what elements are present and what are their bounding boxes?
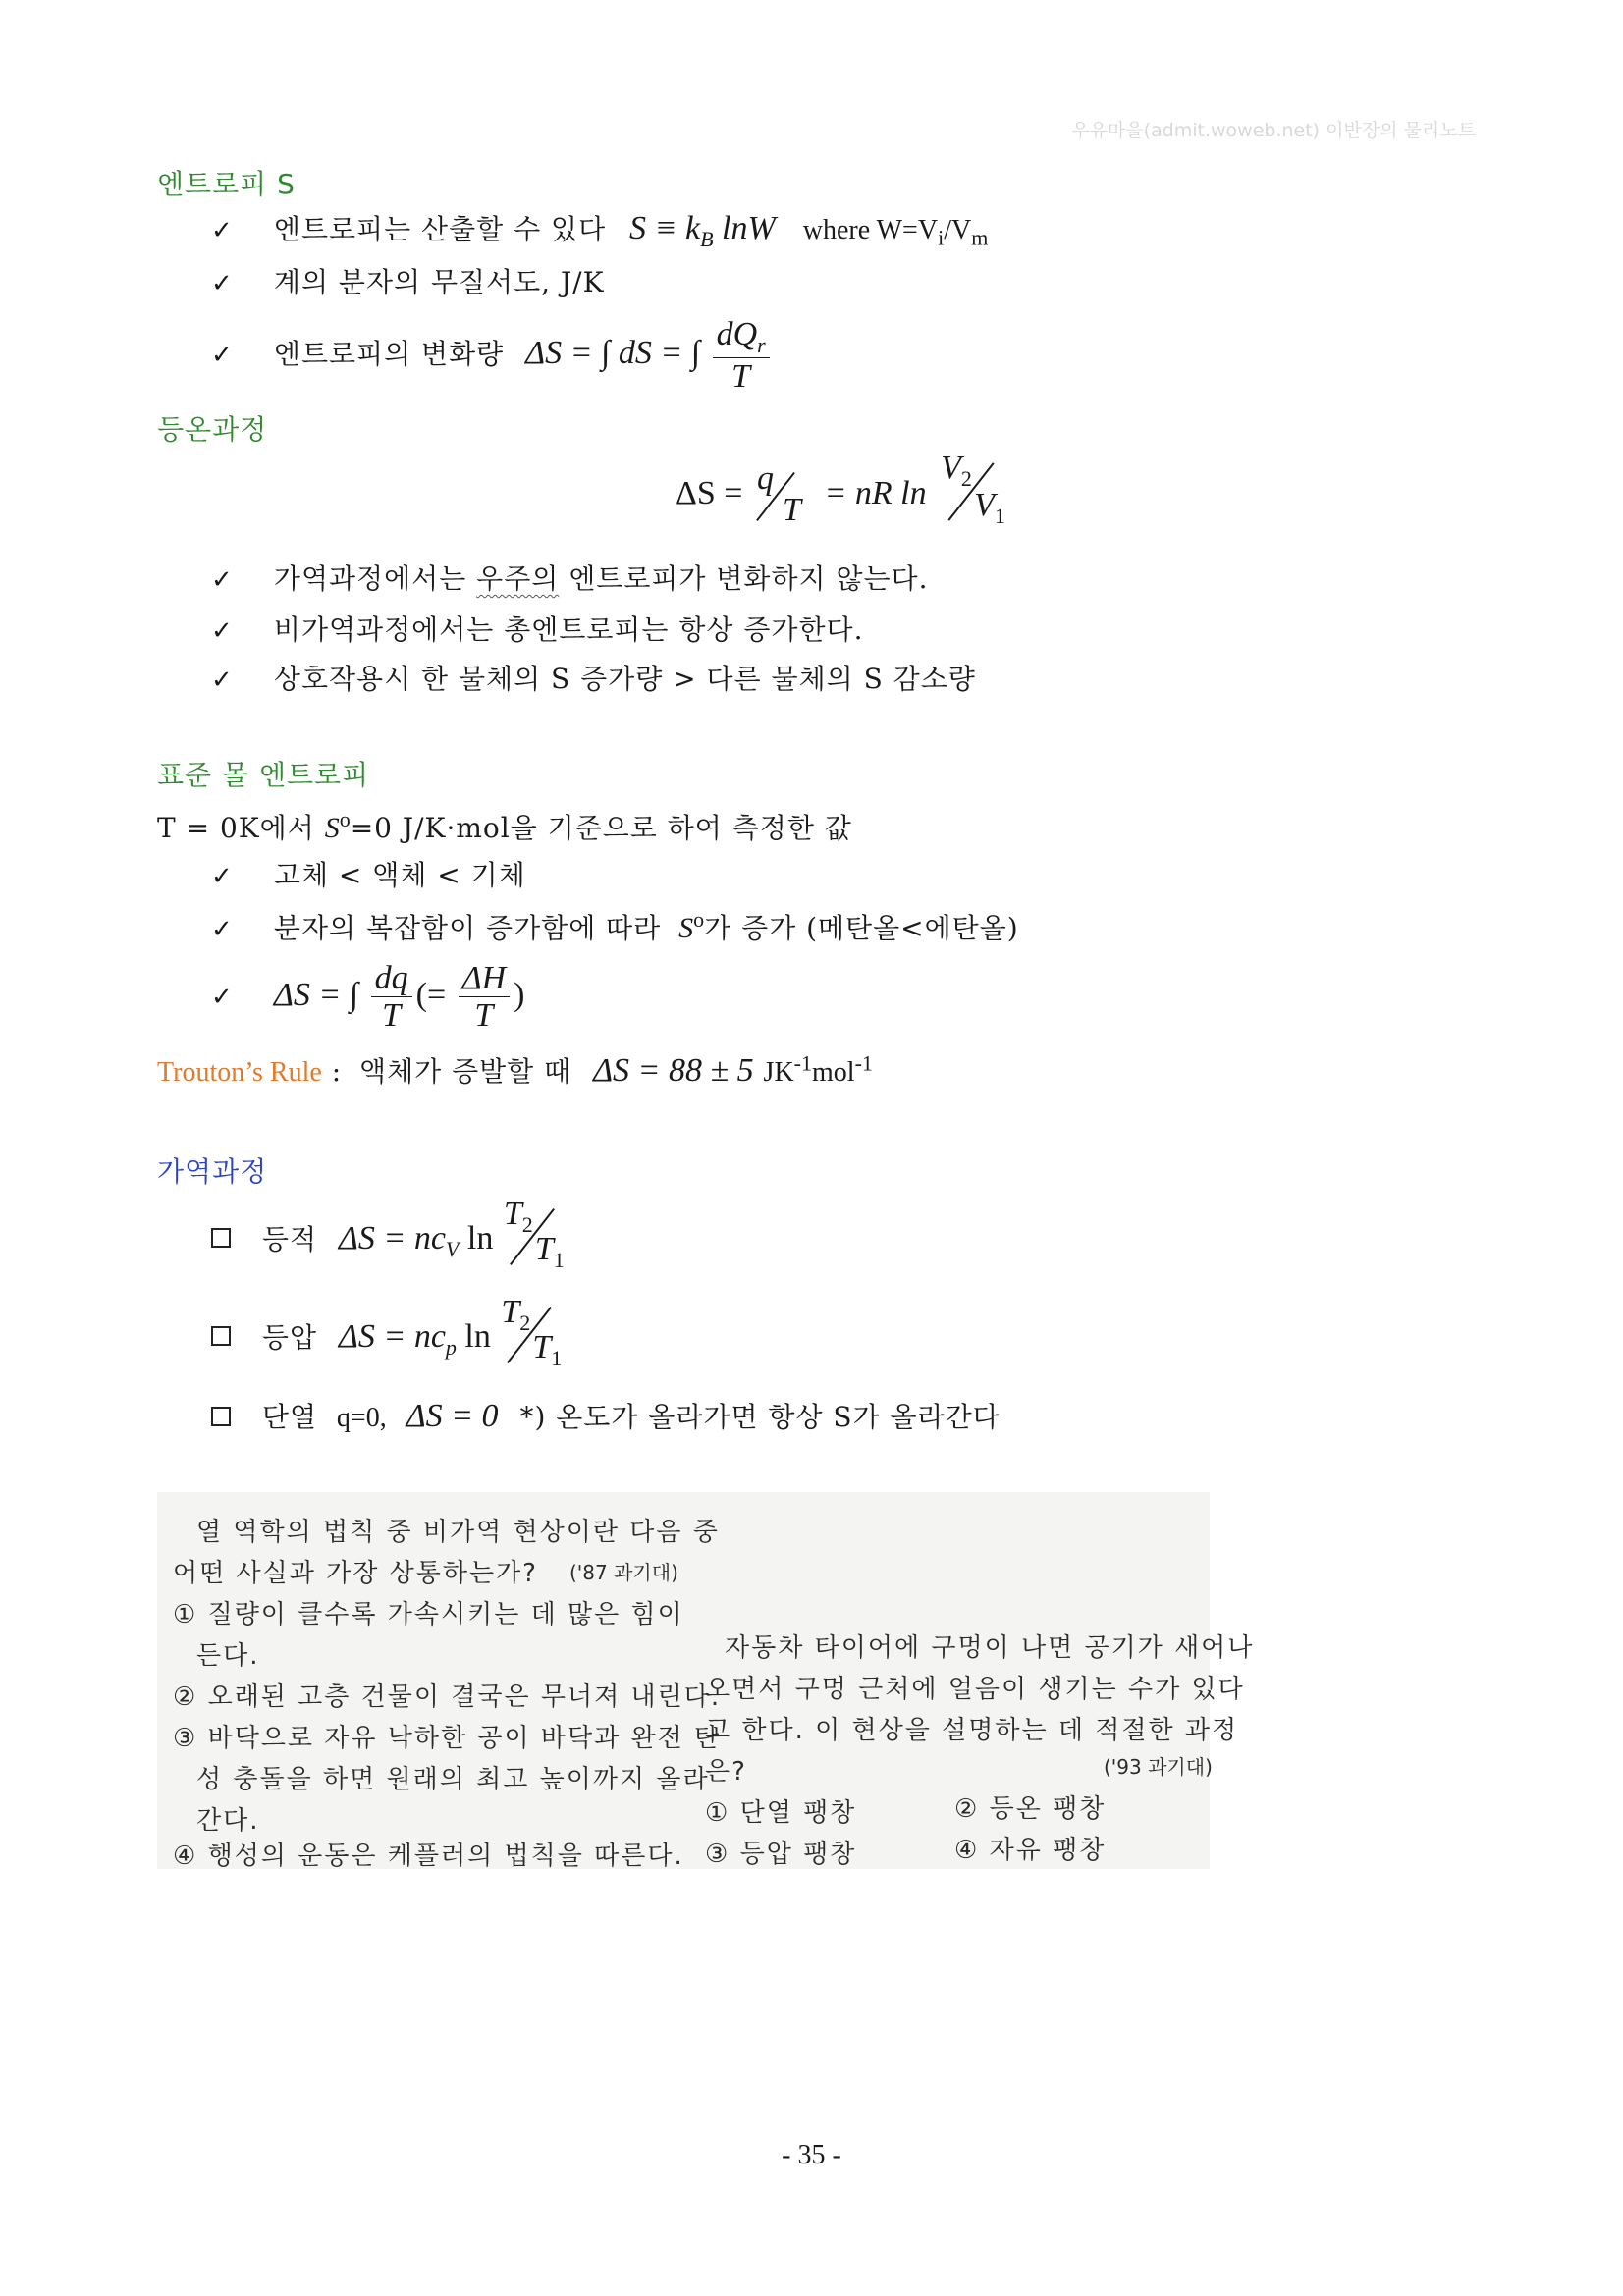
isothermal-item-2: ✓ 비가역과정에서는 총엔트로피는 항상 증가한다. [211, 614, 864, 646]
q2-line-3: 고 한다. 이 현상을 설명하는 데 적절한 과정 [705, 1716, 1239, 1745]
isothermal-formula: ΔS = q T = nR ln $V_2$ $V_1$ [676, 450, 1005, 528]
reversible-item-isobaric: 등압 $\Delta S = nc_p$ ln $T_2$ $T_1$ [211, 1308, 568, 1370]
checkbox-square-icon [211, 1228, 231, 1248]
page-header: 우유마을(admit.woweb.net) 이반장의 물리노트 [1071, 120, 1476, 141]
q1-option-2: ② 오래된 고층 건물이 결국은 무너져 내린다. [173, 1682, 722, 1712]
check-icon: ✓ [211, 340, 234, 370]
heading-reversible-process: 가역과정 [157, 1155, 268, 1188]
isothermal-item-3: ✓ 상호작용시 한 물체의 S 증가량 > 다른 물체의 S 감소량 [211, 663, 976, 695]
heading-entropy: 엔트로피 S [157, 168, 296, 200]
entropy-definition-formula: $S \equiv k_B$ lnW [629, 210, 776, 251]
q2-option-1: ① 단열 팽창 [705, 1798, 857, 1828]
q1-line-2: 어떤 사실과 가장 상통하는가? [173, 1559, 538, 1588]
q1-line-1: 열 역학의 법칙 중 비가역 현상이란 다음 중 [196, 1518, 720, 1547]
check-icon: ✓ [211, 565, 234, 595]
q1-option-3-cont: 성 충돌을 하면 원래의 최고 높이까지 올라 [196, 1765, 710, 1794]
trouton-formula: ΔS = 88 ± 5 [593, 1052, 754, 1089]
q1-option-3: ③ 바닥으로 자유 낙하한 공이 바닥과 완전 탄 [173, 1724, 722, 1753]
q2-option-2: ② 등온 팽창 [954, 1794, 1107, 1824]
q2-option-4: ④ 자유 팽창 [954, 1836, 1107, 1865]
q1-option-4: ④ 행성의 운동은 케플러의 법칙을 따른다. [173, 1842, 684, 1871]
checkbox-square-icon [211, 1326, 231, 1346]
entropy-item-2-text: 계의 분자의 무질서도, J/K [273, 266, 605, 298]
q2-line-4: 은? [705, 1757, 747, 1787]
checkbox-square-icon [211, 1407, 231, 1426]
check-icon: ✓ [211, 862, 234, 891]
trouton-label: Trouton’s Rule [157, 1057, 322, 1088]
q2-source: ('93 과기대) [1104, 1755, 1213, 1779]
heading-isothermal: 등온과정 [157, 413, 268, 446]
standard-item-1: ✓ 고체 < 액체 < 기체 [211, 859, 526, 891]
reversible-item-adiabatic: 단열 q=0, ΔS = 0 *) 온도가 올라가면 항상 S가 올라간다 [211, 1396, 1001, 1435]
q2-option-3: ③ 등압 팽창 [705, 1840, 857, 1869]
reversible-item-isochoric: 등적 $\Delta S = nc_V$ ln $T_2$ $T_1$ [211, 1209, 570, 1272]
heading-standard-molar-entropy: 표준 몰 엔트로피 [157, 759, 370, 791]
check-icon: ✓ [211, 666, 234, 695]
standard-line-1: T = 0K에서 $S^o=0$ J/K·mol을 기준으로 하여 측정한 값 [157, 807, 852, 844]
standard-item-3 [211, 960, 524, 1035]
universe-underlined: 우주의 [476, 562, 560, 595]
check-icon: ✓ [211, 216, 234, 245]
entropy-item-3-text: 엔트로피의 변화량 [273, 337, 505, 370]
q1-option-3-cont-2: 간다. [196, 1806, 260, 1836]
entropy-item-3 [211, 316, 774, 395]
entropy-item-1-text: 엔트로피는 산출할 수 있다 [273, 213, 607, 245]
entropy-change-formula: ΔS = ∫ dS = ∫ $\frac{dQ_r}{T}$ [525, 335, 774, 371]
standard-entropy-formula: ΔS = ∫ $\frac{dq}{T}$ (= $\frac{\Delta H}{T}$ ) [273, 960, 525, 1035]
trouton-rule: Trouton’s Rule : 액체가 증발할 때 ΔS = 88 ± 5 $JK^{-1}mol^{-1}$ [157, 1050, 873, 1089]
q2-line-2: 오면서 구멍 근처에 얼음이 생기는 수가 있다 [705, 1675, 1245, 1704]
check-icon: ✓ [211, 982, 234, 1012]
isothermal-item-1: ✓ 가역과정에서는 우주의 엔트로피가 변화하지 않는다. [211, 562, 929, 595]
standard-item-2: ✓ 분자의 복잡함이 증가함에 따라 $S^o$가 증가 (메탄올<에탄올) [211, 907, 1019, 944]
q1-source: ('87 과기대) [569, 1561, 678, 1584]
entropy-item-1 [211, 208, 988, 252]
q1-option-1: ① 질량이 클수록 가속시키는 데 많은 힘이 [173, 1600, 684, 1629]
check-icon: ✓ [211, 616, 234, 646]
q2-line-1: 자동차 타이어에 구멍이 나면 공기가 새어나 [725, 1633, 1255, 1663]
q1-option-1-cont: 든다. [196, 1641, 260, 1671]
entropy-where-clause: where $W=V_i/V_m$ [802, 215, 989, 250]
page-number: - 35 - [782, 2140, 841, 2170]
check-icon: ✓ [211, 269, 234, 298]
check-icon: ✓ [211, 915, 234, 944]
scanned-problems-image [157, 1492, 1255, 1871]
entropy-item-2 [211, 261, 605, 300]
